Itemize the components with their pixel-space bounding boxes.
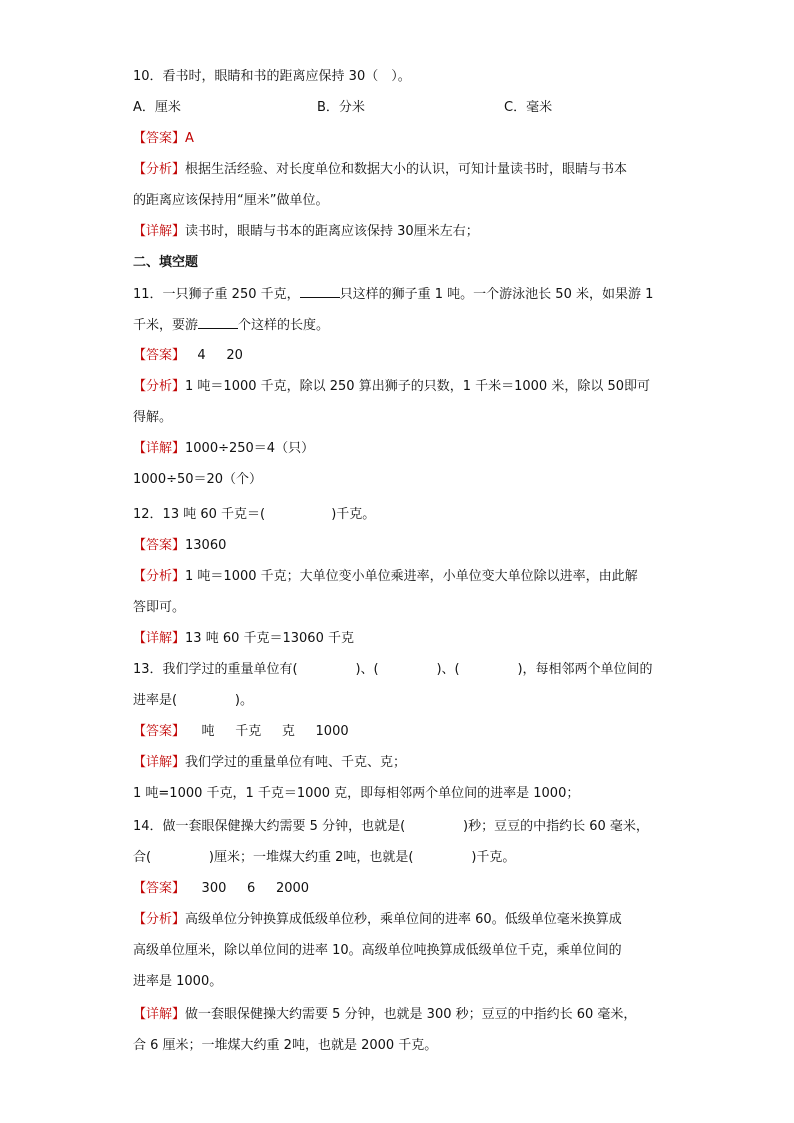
q11-stem-a: 11．一只狮子重 250 千克， [133, 287, 300, 302]
answer-tag: 【答案】 [133, 131, 186, 146]
q14-analysis-line-2: 高级单位厘米，除以单位间的进率 10。高级单位吨换算成低级单位千克，乘单位间的 [133, 943, 622, 958]
q14-answer: 300 6 2000 [185, 881, 310, 896]
q11-answer: 4 20 [185, 348, 243, 363]
answer-tag: 【答案】 [133, 724, 186, 739]
q12-detail-text: 13 吨 60 千克＝13060 千克 [185, 631, 354, 646]
q12-analysis-text: 1 吨＝1000 千克；大单位变小单位乘进率，小单位变大单位除以进率，由此解 [185, 569, 638, 584]
q12-detail-line [133, 629, 354, 649]
q11-stem-c: 千米，要游 [133, 318, 199, 333]
detail-tag: 【详解】 [133, 755, 186, 770]
analysis-tag: 【分析】 [133, 379, 186, 394]
q10-option-c: C．毫米 [504, 100, 553, 115]
q14-detail-text: 做一套眼保健操大约需要 5 分钟，也就是 300 秒；豆豆的中指约长 60 毫米， [185, 1007, 637, 1022]
q10-detail-line [133, 222, 479, 242]
q13-stem-line-1: 13．我们学过的重量单位有( )、( )、( )，每相邻两个单位间的 [133, 662, 653, 677]
answer-tag: 【答案】 [133, 538, 186, 553]
q11-detail-line-1 [133, 439, 314, 459]
q14-detail-line-2: 合 6 厘米；一堆煤大约重 2吨，也就是 2000 千克。 [133, 1038, 438, 1053]
q12-answer: 13060 [185, 538, 227, 553]
q12-stem: 12．13 吨 60 千克＝( )千克。 [133, 507, 376, 522]
analysis-tag: 【分析】 [133, 569, 186, 584]
q12-analysis-line-2: 答即可。 [133, 600, 186, 615]
q11-detail-line-2: 1000÷50＝20（个） [133, 472, 263, 487]
q11-detail-text: 1000÷250＝4（只） [185, 441, 315, 456]
q10-option-a: A．厘米 [133, 100, 181, 115]
q14-answer-line [133, 879, 309, 899]
q11-answer-line [133, 346, 243, 366]
q13-answer-line [133, 722, 349, 742]
q13-detail-line-2: 1 吨=1000 千克，1 千克＝1000 克，即每相邻两个单位间的进率是 1000； [133, 786, 580, 801]
q11-analysis-text: 1 吨＝1000 千克，除以 250 算出狮子的只数，1 千米＝1000 米，除以 50即可 [185, 379, 651, 394]
q10-stem: 10．看书时，眼睛和书的距离应保持 30（ ）。 [133, 69, 411, 84]
q10-answer-line [133, 129, 194, 149]
q14-detail-line-1 [133, 1005, 636, 1025]
detail-tag: 【详解】 [133, 631, 186, 646]
q14-stem-line-1: 14．做一套眼保健操大约需要 5 分钟，也就是( )秒；豆豆的中指约长 60 毫米， [133, 819, 649, 834]
analysis-tag: 【分析】 [133, 912, 186, 927]
q10-analysis-text: 根据生活经验、对长度单位和数据大小的认识，可知计量读书时，眼睛与书本 [185, 162, 628, 177]
q10-answer: A [185, 131, 194, 146]
detail-tag: 【详解】 [133, 1007, 186, 1022]
answer-tag: 【答案】 [133, 348, 186, 363]
q11-analysis-line-1 [133, 377, 650, 397]
q11-stem-line-1 [133, 284, 653, 304]
analysis-tag: 【分析】 [133, 162, 186, 177]
q10-analysis-line-2: 的距离应该保持用“厘米”做单位。 [133, 193, 329, 208]
q13-detail-line-1 [133, 753, 406, 773]
q14-analysis-text: 高级单位分钟换算成低级单位秒，乘单位间的进率 60。低级单位毫米换算成 [185, 912, 622, 927]
q12-analysis-line-1 [133, 567, 638, 587]
q11-stem-b: 只这样的狮子重 1 吨。一个游泳池长 50 米，如果游 1 [339, 287, 654, 302]
q14-analysis-line-1 [133, 910, 622, 930]
q10-detail-text: 读书时，眼睛与书本的距离应该保持 30厘米左右； [185, 224, 479, 239]
q12-answer-line [133, 536, 226, 556]
q11-blank-1 [300, 284, 340, 298]
q14-analysis-line-3: 进率是 1000。 [133, 974, 223, 989]
q11-analysis-line-2: 得解。 [133, 410, 173, 425]
q14-stem-line-2: 合( )厘米；一堆煤大约重 2吨，也就是( )千克。 [133, 850, 516, 865]
q10-option-b: B．分米 [317, 100, 365, 115]
q11-blank-2 [198, 315, 238, 329]
q11-stem-d: 个这样的长度。 [238, 318, 330, 333]
q13-answer: 吨 千克 克 1000 [185, 724, 349, 739]
q10-analysis-line-1 [133, 160, 627, 180]
detail-tag: 【详解】 [133, 224, 186, 239]
q13-detail-text: 我们学过的重量单位有吨、千克、克； [185, 755, 407, 770]
answer-tag: 【答案】 [133, 881, 186, 896]
detail-tag: 【详解】 [133, 441, 186, 456]
q11-stem-line-2 [133, 315, 329, 335]
q13-stem-line-2: 进率是( )。 [133, 693, 253, 708]
section-heading: 二、填空题 [133, 255, 199, 270]
